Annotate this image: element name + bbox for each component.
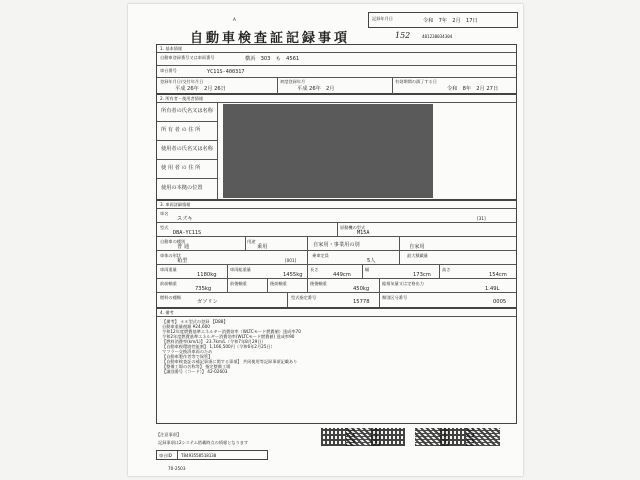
- remark-line: 【自動車税環境性能割】 1,166,500円（令和6年2月25日）: [162, 344, 275, 349]
- class-label: 自動車の種別: [160, 239, 186, 244]
- gross-value: 1455kg: [283, 272, 303, 278]
- owner-name-label: 所有者の氏名又は名称: [161, 108, 213, 114]
- use-label: 用途: [247, 239, 256, 244]
- weight-label: 車両重量: [160, 267, 177, 272]
- remark-line: マフラー交換済車両のため: [162, 349, 213, 354]
- front-axle-label: 前前軸重: [160, 281, 177, 286]
- vehicle-id-box: [156, 450, 268, 460]
- date1-value: 平成 26年 2月 26日: [175, 86, 226, 92]
- gross-label: 車両総重量: [230, 267, 251, 272]
- date3-value: 令和 8年 2月 27日: [447, 86, 499, 92]
- issue-date-box: [368, 12, 518, 28]
- model-label: 型式: [160, 225, 169, 230]
- section-basic-info: [156, 44, 517, 94]
- rear-axle-label: 後後軸重: [310, 281, 327, 286]
- business-label: 自家用・事業用の別: [313, 242, 360, 248]
- base-location-label: 使用の本拠の位置: [161, 185, 203, 191]
- maker-value: スズキ: [177, 216, 193, 222]
- maker-code: [31]: [477, 216, 486, 221]
- reg-number-label: 自動車登録番号又は車両番号: [160, 55, 215, 60]
- category-label: 類別区分番号: [382, 295, 408, 300]
- body-value: 箱型: [177, 258, 188, 264]
- capacity-value: 5人: [367, 258, 376, 264]
- body-label: 車体の形状: [160, 253, 181, 258]
- date3-label: 有効期間の満了する日: [395, 79, 437, 84]
- date1-label: 登録年月日/交付年月日: [160, 79, 204, 84]
- qr-code-6: [466, 428, 500, 446]
- user-address-label: 使 用 者 の 住 所: [161, 165, 201, 171]
- vin-value: YC11S-400317: [207, 69, 245, 75]
- front-rear-axle-label: 前後軸重: [230, 281, 247, 286]
- category-value: 0005: [493, 299, 507, 305]
- form-code: 70-2503: [168, 466, 186, 471]
- remark-line: 【備考】 ＊＊型式の登録 【D88】: [162, 319, 228, 324]
- section1-heading: 1. 基本情報: [160, 46, 183, 51]
- business-value: 自家用: [409, 244, 425, 250]
- remark-line: 【整備工場の名称等】 指定整備工場: [162, 364, 231, 369]
- typeno-label: 型式指定番号: [291, 295, 317, 300]
- remark-line: 【燃料消費率(km/L)】 23.7km/L（令和7年8月29日）: [162, 339, 266, 344]
- remark-line: 【自動車検査証の補記事項に関する事項】 共同使用等記録事項記載あり: [162, 359, 298, 364]
- vehicle-id-value: T8493558518130: [181, 453, 217, 458]
- section2-heading: 2. 所有者・使用者情報: [160, 96, 204, 101]
- length-value: 449cm: [333, 272, 351, 278]
- use-value: 乗用: [257, 244, 268, 250]
- remark-line: 【自動車製作者等で保管】: [162, 354, 213, 359]
- displacement-value: 1.49L: [485, 286, 500, 292]
- user-name-label: 使用者の氏名又は名称: [161, 146, 213, 152]
- document-title: 自動車検査証記録事項: [190, 31, 351, 46]
- section-vehicle-details: [156, 200, 517, 308]
- reg-number-value: 横浜 303 も 4561: [245, 56, 300, 62]
- engine-value: M15A: [357, 230, 370, 236]
- section4-heading: 4. 備考: [160, 310, 174, 315]
- inspection-certificate-page: [128, 4, 523, 476]
- capacity-label: 乗車定員: [312, 253, 329, 258]
- rear-axle-value: 450kg: [353, 286, 370, 292]
- date2-label: 初度登録年月: [280, 79, 306, 84]
- date2-value: 平成 26年 2月: [297, 86, 335, 92]
- section-remarks: [156, 308, 517, 424]
- remark-line: 自動車重量税額 ¥24,600: [162, 324, 210, 329]
- fuel-label: 燃料の種類: [160, 295, 181, 300]
- remark-line: 令和2年度燃費基準エネルギー消費効率(WLTCモード燃費値) 達成率90: [162, 334, 295, 339]
- handwritten-note: 152: [395, 31, 411, 40]
- section-owner-info: [156, 94, 517, 200]
- section3-heading: 3. 車両詳細情報: [160, 202, 191, 207]
- width-label: 幅: [365, 267, 370, 272]
- model-value: DBA-YC11S: [173, 230, 202, 236]
- header-mark: A: [233, 17, 236, 22]
- notes-text: 記録事項は2システム搭載時点の情報となります: [158, 440, 249, 445]
- qr-code-3: [371, 428, 405, 446]
- fuel-value: ガソリン: [197, 299, 218, 305]
- remark-line: 令和12年度燃費基準エネルギー消費効率（WLTCモード燃費値）達成率70: [162, 329, 301, 334]
- body-code: [001]: [285, 258, 297, 263]
- width-value: 173cm: [413, 272, 431, 278]
- length-label: 長さ: [310, 267, 319, 272]
- notes-heading: 【注意事項】: [156, 432, 182, 437]
- front-axle-value: 735kg: [195, 286, 212, 292]
- remark-line: 【識別番号（コード）】 42-02603: [162, 369, 228, 374]
- class-value: 普 通: [177, 244, 190, 250]
- issue-date-value: 令和 7年 2月 17日: [423, 18, 478, 24]
- document-serial: 481230034304: [422, 34, 453, 39]
- owner-address-label: 所 有 者 の 住 所: [161, 127, 201, 133]
- issue-date-label: 記録年月日: [372, 16, 393, 21]
- typeno-value: 15778: [353, 299, 370, 305]
- redacted-area: [223, 104, 433, 198]
- engine-label: 原動機の型式: [340, 225, 366, 230]
- vehicle-id-label: 車台ID: [159, 453, 172, 458]
- maxload-label: 最大積載量: [407, 253, 428, 258]
- weight-value: 1180kg: [197, 272, 217, 278]
- rear-front-axle-label: 後前軸重: [270, 281, 287, 286]
- maker-label: 車名: [160, 211, 169, 216]
- height-label: 高さ: [442, 267, 451, 272]
- height-value: 154cm: [489, 272, 507, 278]
- vin-label: 車台番号: [160, 68, 177, 73]
- displacement-label: 総排気量又は定格出力: [382, 281, 424, 286]
